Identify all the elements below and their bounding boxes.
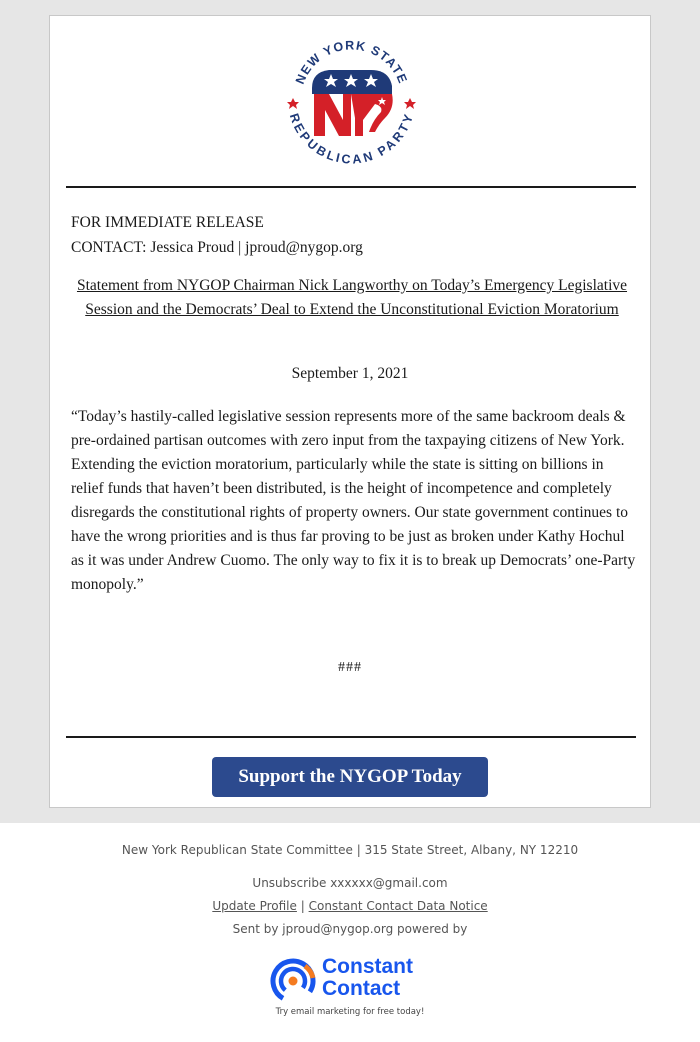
release-label: FOR IMMEDIATE RELEASE — [71, 214, 264, 231]
top-divider — [66, 186, 636, 188]
brand-line-2: Contact — [322, 977, 401, 1000]
email-footer — [0, 823, 700, 1042]
brand-line-1: Constant — [322, 955, 413, 978]
constant-contact-logo[interactable] — [270, 955, 440, 1004]
logo-top-text: NEW YORK STATE — [292, 38, 411, 87]
logo-bottom-text: REPUBLICAN PARTY — [286, 111, 417, 167]
release-info — [71, 210, 363, 260]
constant-contact-icon — [270, 958, 316, 1004]
left-star-icon — [287, 98, 299, 109]
bottom-divider — [66, 736, 636, 738]
constant-contact-tagline[interactable]: Try email marketing for free today! — [275, 1007, 425, 1017]
elephant-icon — [312, 70, 393, 136]
nygop-logo — [279, 28, 424, 173]
footer-links — [0, 899, 700, 913]
link-separator: | — [300, 899, 305, 913]
email-card — [49, 15, 651, 808]
constant-contact-wordmark — [322, 956, 413, 1000]
sent-by-line: Sent by jproud@nygop.org powered by — [232, 922, 468, 936]
unsubscribe-line[interactable]: Unsubscribe xxxxxx@gmail.com — [252, 876, 448, 890]
release-date: September 1, 2021 — [291, 365, 409, 382]
data-notice-link[interactable]: Constant Contact Data Notice — [308, 899, 488, 913]
svg-text:REPUBLICAN PARTY — [287, 112, 416, 167]
update-profile-link[interactable]: Update Profile — [212, 899, 297, 913]
end-mark: ### — [338, 660, 362, 675]
right-star-icon — [404, 98, 416, 109]
committee-address: New York Republican State Committee | 315 State Street, Albany, NY 12210 — [121, 843, 579, 857]
support-button[interactable]: Support the NYGOP Today — [212, 757, 488, 797]
contact-line: CONTACT: Jessica Proud | jproud@nygop.org — [71, 239, 363, 256]
statement-quote: “Today’s hastily-called legislative session represents more of the same backroom deals & pre-ordained partisan outcomes with zero input from the taxpaying citizens of New York. Extending the eviction moratorium, particularly while the state is sitting on billions in relief funds that haven’t been distributed, is the height of incompetence and completely disregards the constitutional rights of property owners. Our state government continues to have the wrong priorities and is thus far proving to be just as broken under Kathy Hochul as it was under Andrew Cuomo. The only way to fix it is to break up Democrats’ one-Party monopoly.” — [71, 408, 636, 593]
statement-headline[interactable]: Statement from NYGOP Chairman Nick Langworthy on Today’s Emergency Legislative Session and the Democrats’ Deal to Extend the Unconstitutional Eviction Moratorium — [76, 277, 628, 318]
